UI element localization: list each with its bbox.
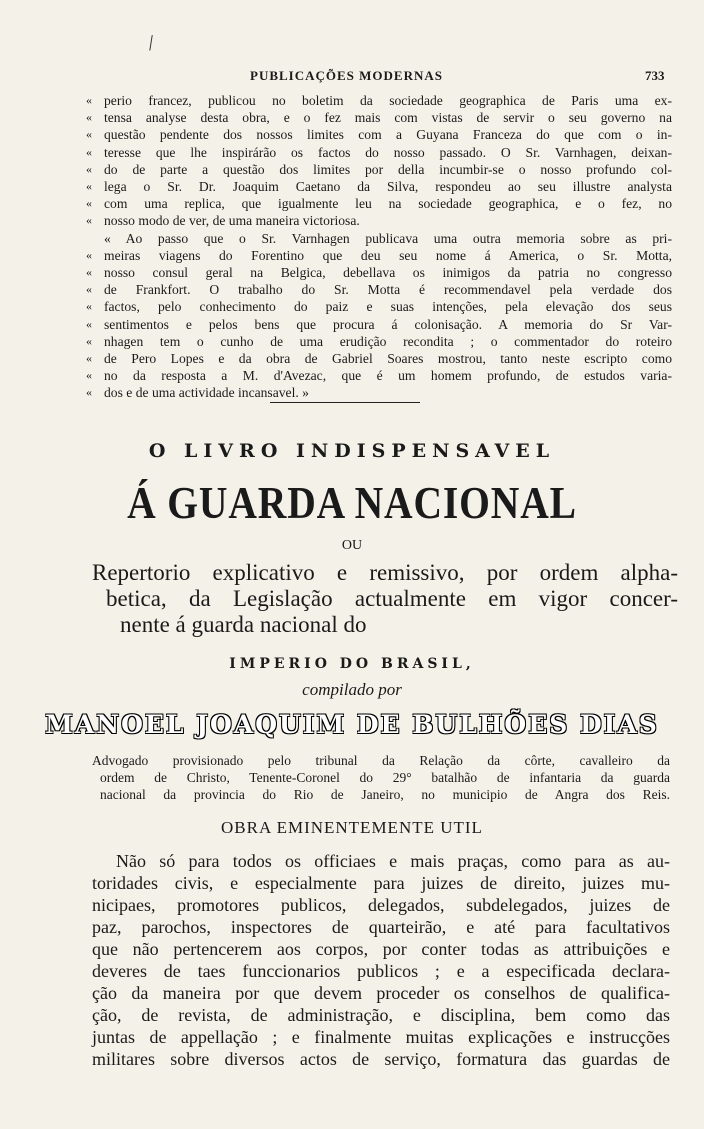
quote-text: nhagen tem o cunho de uma erudição recondita ; o commentador do roteiro xyxy=(104,333,672,349)
quote-text: nosso consul geral na Belgica, debellava os inimigos da patria no congresso xyxy=(104,265,672,281)
quote-line xyxy=(86,144,672,161)
quote-line xyxy=(86,298,672,315)
quote-mark: « xyxy=(86,333,92,348)
quote-mark: « xyxy=(86,110,92,125)
quote-mark: « xyxy=(86,144,92,159)
book-title: O LIVRO INDISPENSAVEL xyxy=(148,440,556,462)
subtitle-line: nente á guarda nacional do xyxy=(120,612,367,637)
credentials-line: nacional da provincia do Rio de Janeiro, no municipio de Angra dos Reis. xyxy=(100,787,670,802)
body-line: nicipaes, promotores publicos, delegados, subdelegados, juizes de xyxy=(92,895,670,915)
quote-mark: « xyxy=(86,161,92,176)
quote-line xyxy=(86,264,672,281)
main-title: Á GUARDA NACIONAL xyxy=(127,477,577,528)
quote-text: de Pero Lopes e da obra de Gabriel Soares mostrou, tanto neste escripto como xyxy=(104,351,672,367)
quote-line xyxy=(86,367,672,384)
quote-text: sentimentos e pelos bens que procura á colonisação. A memoria do Sr Var- xyxy=(104,316,672,332)
quote-text: de Frankfort. O trabalho do Sr. Motta é recommendavel pela verdade dos xyxy=(104,282,672,298)
compilado-line: compilado por xyxy=(302,680,402,699)
quote-line xyxy=(86,333,672,350)
author-name: MANOEL JOAQUIM DE BULHÕES DIAS xyxy=(45,710,659,739)
body-line: que não pertencerem aos corpos, por conter todas as attribuições e xyxy=(92,939,670,959)
quote-line xyxy=(86,109,672,126)
quote-text: no da resposta a M. d'Avezac, que é um homem profundo, de estudos varia- xyxy=(104,368,672,384)
quote-text: meiras viagens do Forentino que deu seu nome á America, o Sr. Motta, xyxy=(104,247,672,263)
quote-mark: « xyxy=(86,196,92,211)
quote-mark: « xyxy=(86,385,92,400)
quoted-passage xyxy=(86,92,672,402)
author-credentials xyxy=(92,752,670,803)
body-line: militares sobre diversos actos de serviço, formatura das guardas de xyxy=(92,1049,670,1069)
quote-mark: « xyxy=(86,282,92,297)
quote-line xyxy=(86,230,672,247)
quote-mark: « xyxy=(86,351,92,366)
divider xyxy=(270,402,420,403)
quote-mark: « xyxy=(86,299,92,314)
quote-mark: « xyxy=(86,179,92,194)
quote-line xyxy=(86,384,672,401)
quote-text: perio francez, publicou no boletim da sociedade geographica de Paris uma ex- xyxy=(104,93,672,108)
quote-line xyxy=(86,126,672,143)
body-line: ção, de revista, de administração, e disciplina, bem como das xyxy=(92,1005,670,1025)
subtitle-line: betica, da Legislação actualmente em vigor concer- xyxy=(106,586,678,611)
credentials-line: ordem de Christo, Tenente-Coronel do 29° batalhão de infantaria da guarda xyxy=(100,770,670,785)
imperio-line: IMPERIO DO BRASIL, xyxy=(229,656,475,672)
credentials-line: Advogado provisionado pelo tribunal da Relação da côrte, cavalleiro da xyxy=(92,753,670,768)
quote-text: do de parte a questão dos limites por della incumbir-se o nosso profundo col- xyxy=(104,161,672,177)
quote-text: nosso modo de ver, de uma maneira victoriosa. xyxy=(104,213,360,229)
quote-text: questão pendente dos nossos limites com a Guyana Franceza do que com o in- xyxy=(104,127,672,143)
ou-word: OU xyxy=(341,538,363,553)
quote-mark: « xyxy=(86,213,92,228)
body-line: toridades civis, e especialmente para juizes de direito, juizes mu- xyxy=(92,873,670,893)
body-line: juntas de appellação ; e finalmente muitas explicações e instrucções xyxy=(92,1027,670,1047)
body-line: Não só para todos os officiaes e mais praças, como para as au- xyxy=(116,851,670,871)
advert-body xyxy=(92,850,670,1070)
quote-text: com uma replica, que igualmente leu na sociedade geographica, e o fez, no xyxy=(104,196,672,212)
page-number: 733 xyxy=(645,68,665,83)
quote-text: factos, pelo conhecimento do paiz e suas intenções, pela elevação dos seus xyxy=(104,299,672,315)
subtitle xyxy=(92,560,678,638)
quote-line xyxy=(86,195,672,212)
quote-text: tensa analyse desta obra, e o fez mais com vistas de servir o seu governo na xyxy=(104,110,672,126)
handwritten-mark: / xyxy=(145,29,157,56)
obra-heading: OBRA EMINENTEMENTE UTIL xyxy=(221,818,483,837)
quote-text: teresse que lhe inspirárão os factos do nosso passado. O Sr. Varnhagen, deixan- xyxy=(104,144,672,160)
quote-line xyxy=(86,92,672,109)
quote-mark: « xyxy=(86,127,92,142)
body-line: ção da maneira por que devem proceder os conselhos de qualifica- xyxy=(92,983,670,1003)
quote-text: « Ao passo que o Sr. Varnhagen publicava uma outra memoria sobre as pri- xyxy=(104,230,672,246)
quote-line xyxy=(86,247,672,264)
quote-line xyxy=(86,212,672,229)
quote-mark: « xyxy=(86,265,92,280)
quote-mark: « xyxy=(86,316,92,331)
quote-text: dos e de uma actividade incansavel. » xyxy=(104,385,309,401)
quote-mark xyxy=(86,230,104,247)
running-title: PUBLICAÇÕES MODERNAS xyxy=(250,68,443,83)
subtitle-line: Repertorio explicativo e remissivo, por ordem alpha- xyxy=(92,560,678,585)
quote-line xyxy=(86,161,672,178)
quote-line xyxy=(86,316,672,333)
quote-line xyxy=(86,281,672,298)
quote-text: lega o Sr. Dr. Joaquim Caetano da Silva, respondeu ao seu illustre analysta xyxy=(104,179,672,195)
quote-mark: « xyxy=(86,247,92,262)
quote-line xyxy=(86,178,672,195)
body-line: deveres de taes funccionarios publicos ; e a especificada declara- xyxy=(92,961,670,981)
quote-line xyxy=(86,350,672,367)
body-line: paz, parochos, inspectores de quarteirão, e até para facultativos xyxy=(92,917,670,937)
quote-mark: « xyxy=(86,368,92,383)
quote-mark: « xyxy=(86,93,92,107)
page-header xyxy=(0,68,704,88)
